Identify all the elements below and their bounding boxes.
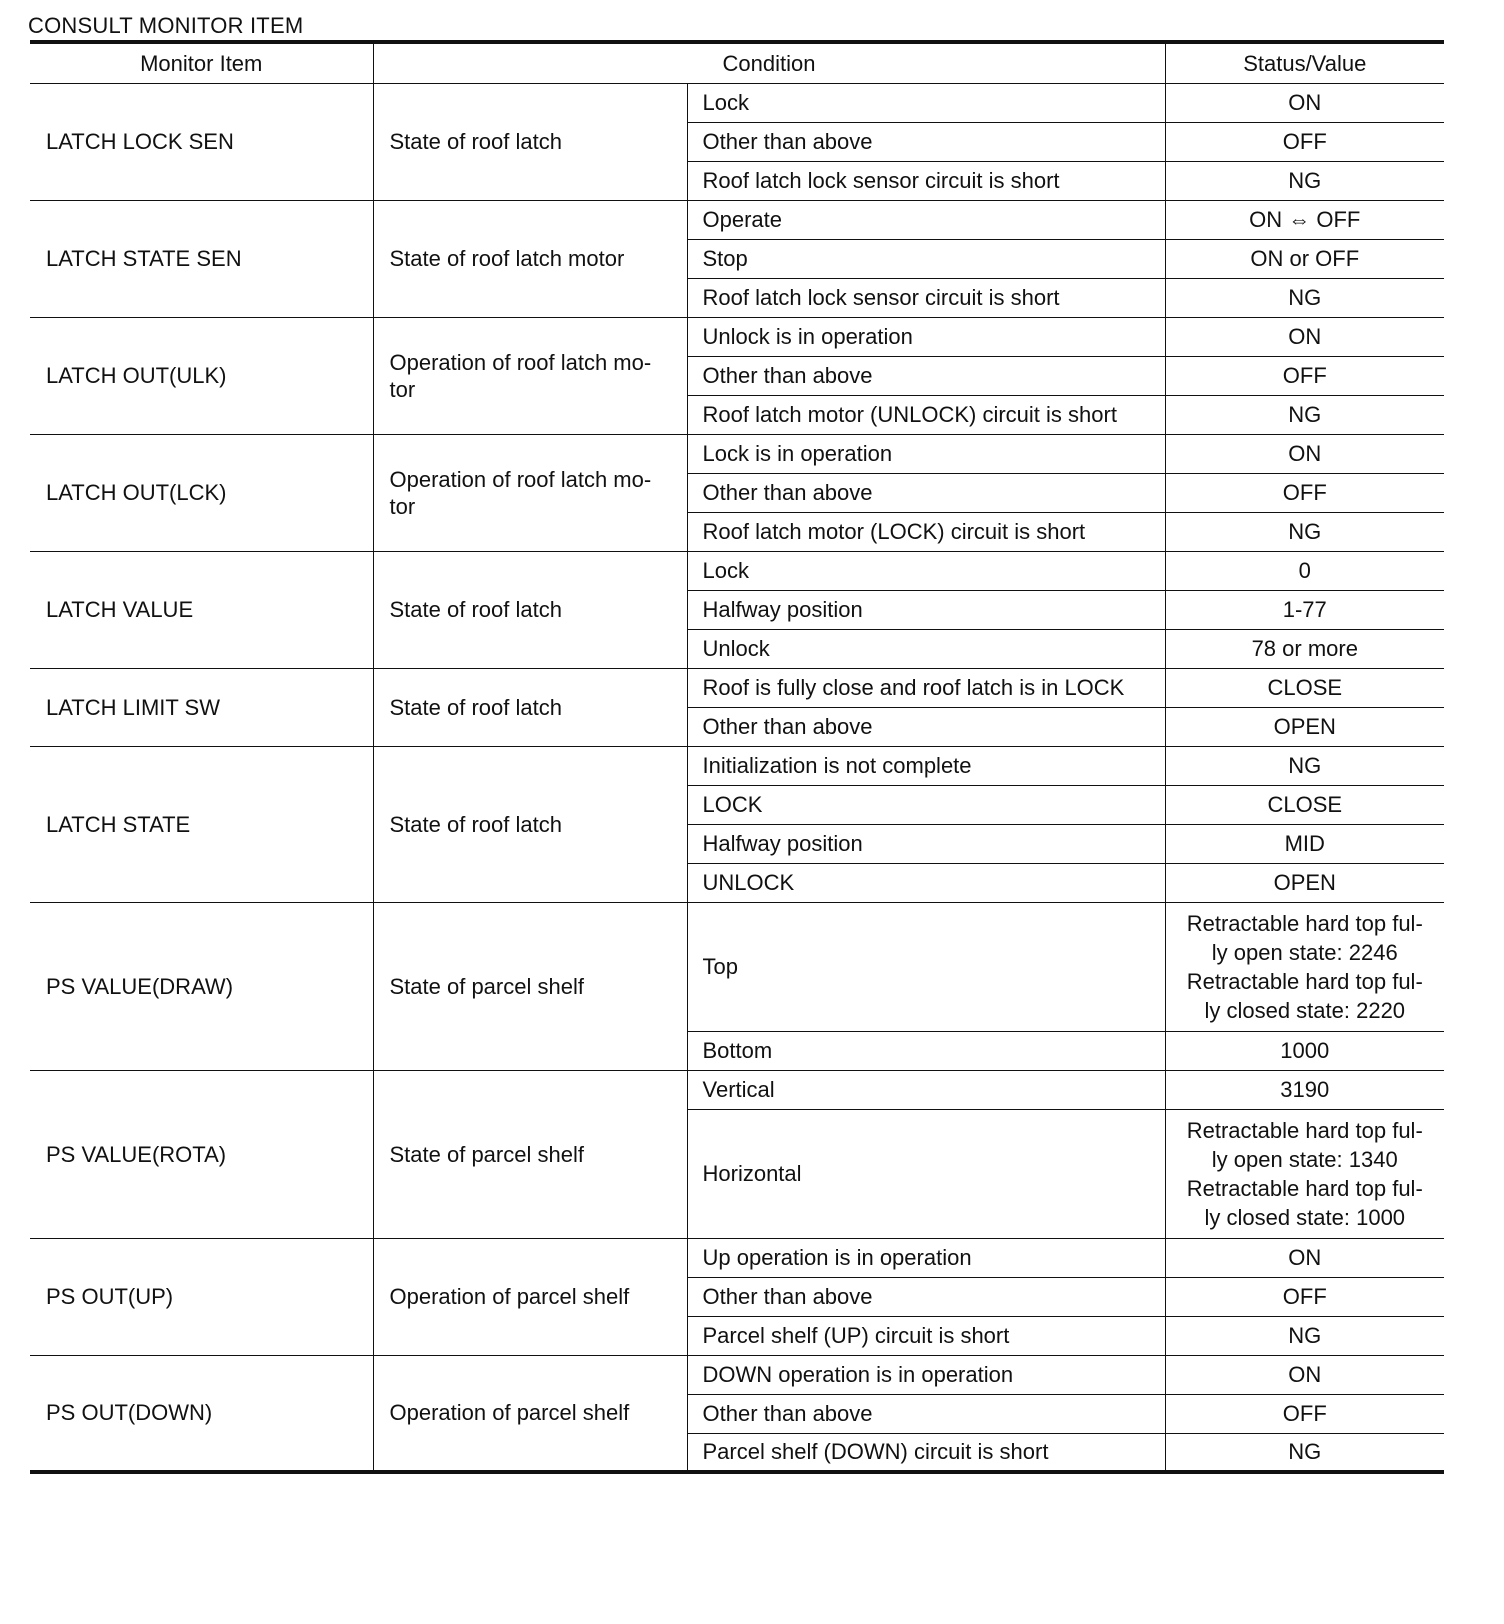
sub-condition: Halfway position [687,590,1165,629]
status-value [1165,83,1444,122]
monitor-item-name: PS VALUE(ROTA) [30,1070,373,1238]
status-value [1165,434,1444,473]
sub-condition: Other than above [687,122,1165,161]
monitor-item-name: PS OUT(DOWN) [30,1355,373,1472]
monitor-item-name: LATCH LIMIT SW [30,668,373,746]
condition-text: Operation of parcel shelf [373,1238,687,1355]
status-value-line: NG [1288,168,1322,193]
status-value [1165,473,1444,512]
table-body [30,83,1444,1472]
condition-text: State of roof latch motor [373,200,687,317]
status-value-line: ON [1288,324,1322,349]
header-condition: Condition [373,42,1165,83]
status-value [1165,278,1444,317]
status-value-line: ly closed state: 1000 [1204,1204,1406,1230]
status-value-line: OFF [1282,480,1327,505]
table-row [30,668,1444,707]
sub-condition: Roof latch motor (UNLOCK) circuit is short [687,395,1165,434]
status-value-line: 3190 [1280,1077,1330,1102]
header-row [30,42,1444,83]
table-row [30,434,1444,473]
status-value [1165,239,1444,278]
status-value-line: Retractable hard top ful- [1186,910,1423,936]
status-value [1165,1316,1444,1355]
sub-condition: Vertical [687,1070,1165,1109]
table-row [30,1070,1444,1109]
status-value [1165,200,1444,239]
status-value-line: OFF [1282,129,1327,154]
monitor-item-name: LATCH VALUE [30,551,373,668]
table-row [30,551,1444,590]
status-value-line: NG [1288,519,1322,544]
status-value [1165,824,1444,863]
sub-condition: Stop [687,239,1165,278]
sub-condition: Other than above [687,707,1165,746]
sub-condition: Parcel shelf (UP) circuit is short [687,1316,1165,1355]
status-value [1165,395,1444,434]
condition-text: State of roof latch [373,83,687,200]
sub-condition: UNLOCK [687,863,1165,902]
table-row [30,200,1444,239]
sub-condition: Roof is fully close and roof latch is in LOCK [687,668,1165,707]
monitor-item-name: PS VALUE(DRAW) [30,902,373,1070]
status-value-line: CLOSE [1267,792,1343,817]
monitor-item-name: LATCH OUT(ULK) [30,317,373,434]
sub-condition: Roof latch lock sensor circuit is short [687,278,1165,317]
status-value-line: ON [1288,1362,1322,1387]
sub-condition: Parcel shelf (DOWN) circuit is short [687,1433,1165,1472]
monitor-item-name: LATCH STATE SEN [30,200,373,317]
sub-condition: Other than above [687,356,1165,395]
status-value [1165,785,1444,824]
status-value [1165,161,1444,200]
page-title: CONSULT MONITOR ITEM [28,13,304,38]
status-value-line: ON [1288,90,1322,115]
status-value [1165,1109,1444,1238]
status-value [1165,1433,1444,1472]
sub-condition: Roof latch motor (LOCK) circuit is short [687,512,1165,551]
sub-condition: Up operation is in operation [687,1238,1165,1277]
sub-condition: Other than above [687,473,1165,512]
sub-condition: Lock is in operation [687,434,1165,473]
condition-text: State of roof latch [373,551,687,668]
header-status-value: Status/Value [1165,42,1444,83]
status-value-line: MID [1284,831,1325,856]
sub-condition: Initialization is not complete [687,746,1165,785]
status-value [1165,551,1444,590]
status-value-line: ly closed state: 2220 [1204,997,1406,1023]
status-value [1165,356,1444,395]
status-value [1165,707,1444,746]
status-value [1165,1355,1444,1394]
status-value [1165,902,1444,1031]
status-value-line: ON [1288,1245,1322,1270]
consult-monitor-table [30,40,1444,1474]
condition-text: State of roof latch [373,668,687,746]
sub-condition: DOWN operation is in operation [687,1355,1165,1394]
status-value [1165,863,1444,902]
status-value [1165,1238,1444,1277]
status-value-line: OPEN [1273,714,1336,739]
sub-condition: Roof latch lock sensor circuit is short [687,161,1165,200]
status-value-line: 1-77 [1282,597,1327,622]
sub-condition: Top [687,902,1165,1031]
status-value [1165,1070,1444,1109]
monitor-item-name: LATCH LOCK SEN [30,83,373,200]
sub-condition: Bottom [687,1031,1165,1070]
status-value [1165,122,1444,161]
status-value-line: ly open state: 1340 [1211,1146,1398,1172]
status-value-line: NG [1288,1439,1322,1465]
sub-condition: Halfway position [687,824,1165,863]
status-value [1165,590,1444,629]
status-value-line: NG [1288,285,1322,310]
condition-text: State of roof latch [373,746,687,902]
status-value [1165,1277,1444,1316]
condition-text: Operation of roof latch mo-tor [373,434,687,551]
header-monitor-item: Monitor Item [30,42,373,83]
sub-condition: Unlock is in operation [687,317,1165,356]
sub-condition: LOCK [687,785,1165,824]
sub-condition: Horizontal [687,1109,1165,1238]
status-value [1165,512,1444,551]
table-row [30,902,1444,1031]
monitor-item-name: PS OUT(UP) [30,1238,373,1355]
status-value-line: 0 [1298,558,1311,583]
status-value [1165,1031,1444,1070]
monitor-item-name: LATCH STATE [30,746,373,902]
status-value-line: ON [1288,441,1322,466]
sub-condition: Unlock [687,629,1165,668]
status-value-line: OFF [1282,363,1327,388]
sub-condition: Other than above [687,1394,1165,1433]
status-value [1165,668,1444,707]
table-row [30,1355,1444,1394]
monitor-item-name: LATCH OUT(LCK) [30,434,373,551]
status-value-line: NG [1288,1323,1322,1348]
sub-condition: Operate [687,200,1165,239]
status-value-line: Retractable hard top ful- [1186,1117,1423,1143]
status-value-line: OPEN [1273,870,1336,895]
status-value [1165,746,1444,785]
status-value-line: OFF [1282,1284,1327,1309]
status-value [1165,1394,1444,1433]
status-value-line: ON ⇔ OFF [1249,207,1361,232]
condition-text: Operation of parcel shelf [373,1355,687,1472]
table-row [30,83,1444,122]
table-row [30,317,1444,356]
status-value [1165,629,1444,668]
status-value-line: Retractable hard top ful- [1186,1175,1423,1201]
status-value-line: Retractable hard top ful- [1186,968,1423,994]
table-row [30,746,1444,785]
status-value [1165,317,1444,356]
condition-text: Operation of roof latch mo-tor [373,317,687,434]
condition-text: State of parcel shelf [373,1070,687,1238]
status-value-line: OFF [1282,1401,1327,1426]
condition-text: State of parcel shelf [373,902,687,1070]
status-value-line: 78 or more [1251,636,1358,661]
status-value-line: CLOSE [1267,675,1343,700]
sub-condition: Lock [687,83,1165,122]
sub-condition: Other than above [687,1277,1165,1316]
table-header [30,42,1444,83]
status-value-line: ON or OFF [1250,246,1360,271]
status-value-line: ly open state: 2246 [1211,939,1398,965]
table-row [30,1238,1444,1277]
status-value-line: 1000 [1280,1038,1330,1063]
status-value-line: NG [1288,753,1322,778]
status-value-line: NG [1288,402,1322,427]
sub-condition: Lock [687,551,1165,590]
